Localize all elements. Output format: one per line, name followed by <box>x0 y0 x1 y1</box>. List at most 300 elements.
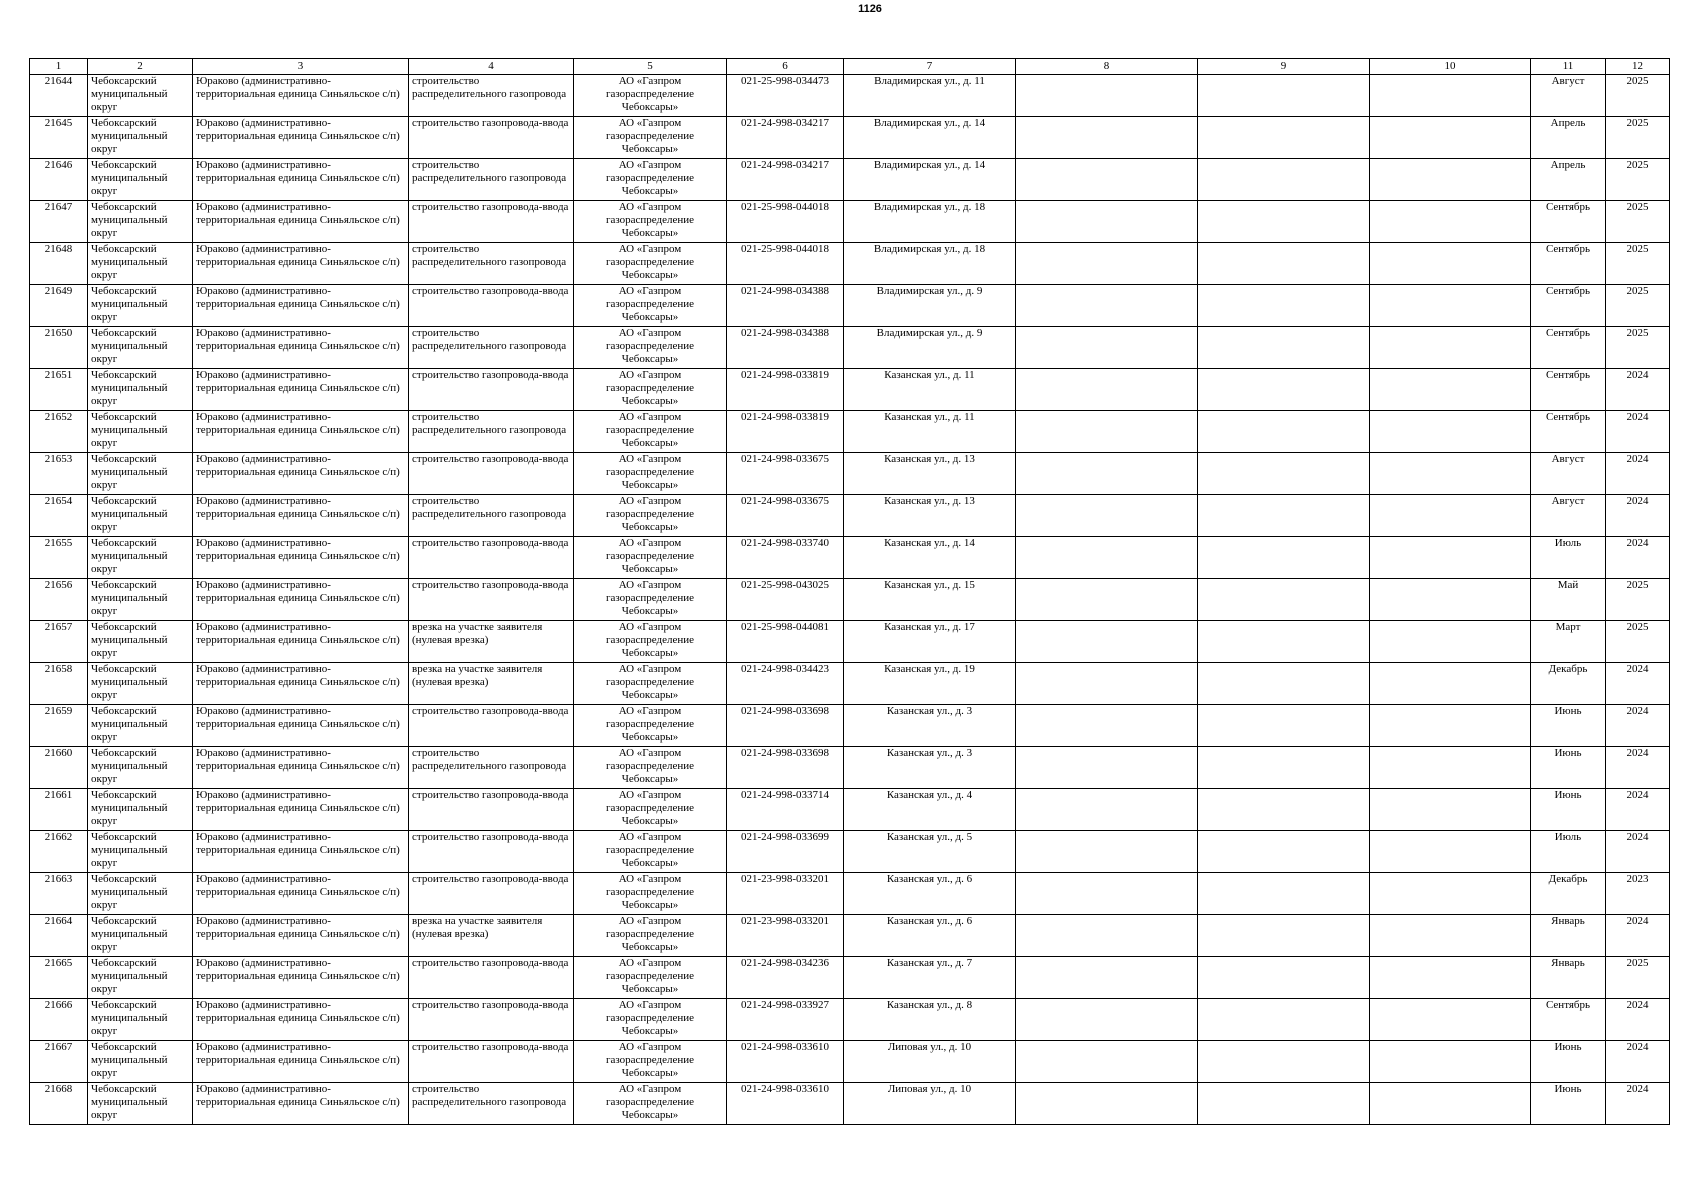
cell-row-number <box>30 369 88 411</box>
cell-row-number <box>30 747 88 789</box>
cell-organization <box>574 663 727 705</box>
cell-month <box>1531 495 1606 537</box>
cell-text: Январь <box>1551 915 1585 927</box>
cell-text: 21650 <box>44 327 73 339</box>
cell-col-8 <box>1016 1041 1198 1083</box>
cell-organization <box>574 999 727 1041</box>
table-row <box>30 117 1670 159</box>
cell-year <box>1606 579 1670 621</box>
cell-year <box>1606 411 1670 453</box>
cell-text: Чебоксарский муниципальный округ <box>91 663 168 701</box>
cell-text: Чебоксарский муниципальный округ <box>91 201 168 239</box>
table-row <box>30 537 1670 579</box>
cell-text: 21657 <box>44 621 73 633</box>
cell-application-number <box>727 621 844 663</box>
cell-row-number <box>30 957 88 999</box>
cell-text: Владимирская ул., д. 11 <box>874 75 985 87</box>
cell-organization <box>574 873 727 915</box>
cell-text: 2024 <box>1626 663 1649 675</box>
cell-text: Июль <box>1554 537 1582 549</box>
cell-text: 021-24-998-033714 <box>741 789 829 801</box>
cell-application-number <box>727 579 844 621</box>
cell-col-8 <box>1016 873 1198 915</box>
cell-application-number <box>727 159 844 201</box>
cell-col-9 <box>1198 411 1370 453</box>
cell-text: Чебоксарский муниципальный округ <box>91 495 168 533</box>
cell-municipality <box>88 159 193 201</box>
cell-text: Казанская ул., д. 5 <box>886 831 973 843</box>
cell-text: 021-23-998-033201 <box>741 915 829 927</box>
cell-text: Казанская ул., д. 11 <box>884 411 975 423</box>
cell-text: 2024 <box>1626 1083 1649 1095</box>
cell-text: АО «Газпром газораспределение Чебоксары» <box>605 537 695 575</box>
cell-application-number <box>727 789 844 831</box>
cell-address <box>844 1041 1016 1083</box>
cell-year <box>1606 915 1670 957</box>
cell-application-number <box>727 285 844 327</box>
cell-text: 2024 <box>1626 789 1649 801</box>
table-row <box>30 621 1670 663</box>
cell-text: 21665 <box>44 957 73 969</box>
cell-text: Казанская ул., д. 6 <box>886 915 973 927</box>
cell-col-8 <box>1016 75 1198 117</box>
cell-text: строительство газопровода-ввода <box>412 831 569 843</box>
cell-text: Юраково (административно-территориальная единица Синьяльское с/п) <box>196 789 400 814</box>
cell-address <box>844 915 1016 957</box>
cell-text: 021-24-998-034388 <box>741 327 829 339</box>
cell-col-8 <box>1016 957 1198 999</box>
cell-application-number <box>727 243 844 285</box>
cell-text: строительство распределительного газопровода <box>412 159 567 184</box>
cell-settlement <box>193 117 409 159</box>
cell-col-8 <box>1016 537 1198 579</box>
cell-text: 021-24-998-033698 <box>741 705 829 717</box>
cell-application-number <box>727 663 844 705</box>
cell-settlement <box>193 957 409 999</box>
cell-col-8 <box>1016 747 1198 789</box>
table-row <box>30 873 1670 915</box>
cell-work-type <box>409 327 574 369</box>
cell-application-number <box>727 369 844 411</box>
cell-col-10 <box>1370 201 1531 243</box>
page-number: 1126 <box>858 3 882 15</box>
cell-row-number <box>30 243 88 285</box>
cell-municipality <box>88 243 193 285</box>
cell-col-9 <box>1198 1041 1370 1083</box>
cell-col-9 <box>1198 369 1370 411</box>
table-row <box>30 957 1670 999</box>
cell-col-9 <box>1198 621 1370 663</box>
cell-municipality <box>88 915 193 957</box>
cell-organization <box>574 495 727 537</box>
table-row <box>30 663 1670 705</box>
cell-year <box>1606 705 1670 747</box>
cell-text: Владимирская ул., д. 14 <box>873 159 986 171</box>
cell-col-10 <box>1370 789 1531 831</box>
cell-col-8 <box>1016 789 1198 831</box>
cell-text: 21652 <box>44 411 73 423</box>
cell-year <box>1606 369 1670 411</box>
cell-organization <box>574 789 727 831</box>
cell-text: 021-24-998-034423 <box>741 663 829 675</box>
cell-text: 2024 <box>1626 831 1649 843</box>
cell-col-9 <box>1198 285 1370 327</box>
cell-col-9 <box>1198 1083 1370 1125</box>
cell-text: Чебоксарский муниципальный округ <box>91 327 168 365</box>
cell-row-number <box>30 873 88 915</box>
column-header-6: 6 <box>727 59 844 75</box>
cell-application-number <box>727 537 844 579</box>
cell-text: Юраково (административно-территориальная единица Синьяльское с/п) <box>196 621 400 646</box>
cell-text: Юраково (административно-территориальная единица Синьяльское с/п) <box>196 537 400 562</box>
cell-text: Август <box>1551 495 1585 507</box>
cell-text: 021-25-998-044018 <box>741 243 829 255</box>
cell-col-8 <box>1016 495 1198 537</box>
cell-text: Казанская ул., д. 4 <box>886 789 973 801</box>
table-row <box>30 999 1670 1041</box>
cell-text: Юраково (административно-территориальная единица Синьяльское с/п) <box>196 1083 400 1108</box>
cell-text: АО «Газпром газораспределение Чебоксары» <box>605 957 695 995</box>
cell-settlement <box>193 159 409 201</box>
cell-col-8 <box>1016 369 1198 411</box>
cell-text: 021-24-998-033740 <box>741 537 829 549</box>
cell-text: Июнь <box>1554 747 1582 759</box>
column-header-12: 12 <box>1606 59 1670 75</box>
cell-col-10 <box>1370 999 1531 1041</box>
cell-col-9 <box>1198 957 1370 999</box>
cell-text: 21646 <box>44 159 73 171</box>
cell-text: АО «Газпром газораспределение Чебоксары» <box>605 117 695 155</box>
cell-settlement <box>193 831 409 873</box>
cell-col-8 <box>1016 243 1198 285</box>
cell-text: Чебоксарский муниципальный округ <box>91 369 168 407</box>
cell-text: 21651 <box>44 369 73 381</box>
cell-text: Июнь <box>1554 705 1582 717</box>
cell-organization <box>574 1041 727 1083</box>
cell-text: Сентябрь <box>1545 243 1591 255</box>
cell-text: Юраково (административно-территориальная единица Синьяльское с/п) <box>196 159 400 184</box>
cell-col-9 <box>1198 705 1370 747</box>
cell-text: Казанская ул., д. 8 <box>886 999 973 1011</box>
cell-municipality <box>88 747 193 789</box>
cell-month <box>1531 1041 1606 1083</box>
cell-municipality <box>88 495 193 537</box>
cell-text: 021-25-998-044081 <box>741 621 829 633</box>
cell-text: Сентябрь <box>1545 411 1591 423</box>
cell-organization <box>574 411 727 453</box>
cell-municipality <box>88 831 193 873</box>
cell-text: Владимирская ул., д. 9 <box>876 285 983 297</box>
cell-settlement <box>193 1041 409 1083</box>
cell-text: АО «Газпром газораспределение Чебоксары» <box>605 915 695 953</box>
cell-month <box>1531 159 1606 201</box>
column-header-11: 11 <box>1531 59 1606 75</box>
cell-text: Юраково (административно-территориальная единица Синьяльское с/п) <box>196 747 400 772</box>
cell-text: Юраково (административно-территориальная единица Синьяльское с/п) <box>196 957 400 982</box>
cell-application-number <box>727 705 844 747</box>
cell-organization <box>574 915 727 957</box>
cell-text: 21661 <box>44 789 73 801</box>
registry-table <box>29 58 1670 1125</box>
cell-month <box>1531 201 1606 243</box>
cell-text: АО «Газпром газораспределение Чебоксары» <box>605 75 695 113</box>
cell-col-9 <box>1198 453 1370 495</box>
cell-application-number <box>727 831 844 873</box>
cell-text: Липовая ул., д. 10 <box>887 1041 972 1053</box>
column-header-3: 3 <box>193 59 409 75</box>
cell-text: 2023 <box>1626 873 1649 885</box>
cell-text: строительство газопровода-ввода <box>412 285 569 297</box>
cell-text: Чебоксарский муниципальный округ <box>91 915 168 953</box>
cell-text: Чебоксарский муниципальный округ <box>91 789 168 827</box>
cell-text: АО «Газпром газораспределение Чебоксары» <box>605 579 695 617</box>
cell-row-number <box>30 579 88 621</box>
cell-month <box>1531 579 1606 621</box>
cell-work-type <box>409 1083 574 1125</box>
cell-text: Казанская ул., д. 13 <box>884 453 975 465</box>
table-row <box>30 579 1670 621</box>
cell-work-type <box>409 705 574 747</box>
cell-municipality <box>88 75 193 117</box>
cell-application-number <box>727 915 844 957</box>
cell-text: Юраково (административно-территориальная единица Синьяльское с/п) <box>196 201 400 226</box>
cell-text: АО «Газпром газораспределение Чебоксары» <box>605 705 695 743</box>
cell-text: Чебоксарский муниципальный округ <box>91 285 168 323</box>
cell-col-8 <box>1016 159 1198 201</box>
cell-text: Юраково (административно-территориальная единица Синьяльское с/п) <box>196 411 400 436</box>
cell-address <box>844 327 1016 369</box>
cell-text: 021-25-998-043025 <box>741 579 829 591</box>
cell-text: Март <box>1555 621 1581 633</box>
cell-col-9 <box>1198 663 1370 705</box>
cell-organization <box>574 285 727 327</box>
cell-text: 21658 <box>44 663 73 675</box>
cell-settlement <box>193 537 409 579</box>
cell-text: Чебоксарский муниципальный округ <box>91 705 168 743</box>
cell-month <box>1531 411 1606 453</box>
cell-col-10 <box>1370 663 1531 705</box>
cell-col-9 <box>1198 999 1370 1041</box>
cell-text: Май <box>1557 579 1579 591</box>
cell-text: строительство распределительного газопровода <box>412 1083 567 1108</box>
cell-text: 2025 <box>1626 579 1649 591</box>
cell-work-type <box>409 873 574 915</box>
cell-municipality <box>88 453 193 495</box>
cell-municipality <box>88 621 193 663</box>
cell-work-type <box>409 285 574 327</box>
column-header-10: 10 <box>1370 59 1531 75</box>
cell-organization <box>574 117 727 159</box>
cell-col-10 <box>1370 1083 1531 1125</box>
cell-col-9 <box>1198 579 1370 621</box>
cell-organization <box>574 243 727 285</box>
cell-text: 021-24-998-033819 <box>741 411 829 423</box>
cell-settlement <box>193 453 409 495</box>
cell-application-number <box>727 327 844 369</box>
cell-col-9 <box>1198 201 1370 243</box>
cell-work-type <box>409 243 574 285</box>
cell-year <box>1606 285 1670 327</box>
cell-settlement <box>193 705 409 747</box>
cell-text: строительство газопровода-ввода <box>412 369 569 381</box>
cell-month <box>1531 327 1606 369</box>
cell-address <box>844 747 1016 789</box>
cell-row-number <box>30 411 88 453</box>
cell-settlement <box>193 75 409 117</box>
cell-settlement <box>193 285 409 327</box>
cell-organization <box>574 75 727 117</box>
cell-address <box>844 789 1016 831</box>
cell-text: 2024 <box>1626 411 1649 423</box>
cell-application-number <box>727 117 844 159</box>
cell-text: АО «Газпром газораспределение Чебоксары» <box>605 999 695 1037</box>
cell-month <box>1531 369 1606 411</box>
cell-settlement <box>193 201 409 243</box>
cell-work-type <box>409 747 574 789</box>
cell-text: АО «Газпром газораспределение Чебоксары» <box>605 789 695 827</box>
cell-application-number <box>727 1041 844 1083</box>
table-row <box>30 789 1670 831</box>
cell-organization <box>574 369 727 411</box>
cell-month <box>1531 285 1606 327</box>
cell-text: Чебоксарский муниципальный округ <box>91 537 168 575</box>
cell-text: 21645 <box>44 117 73 129</box>
cell-organization <box>574 327 727 369</box>
cell-text: Июнь <box>1554 1083 1582 1095</box>
cell-text: 2025 <box>1626 957 1649 969</box>
cell-col-10 <box>1370 747 1531 789</box>
cell-text: Липовая ул., д. 10 <box>887 1083 972 1095</box>
cell-col-10 <box>1370 579 1531 621</box>
cell-text: строительство газопровода-ввода <box>412 957 569 969</box>
table-row <box>30 75 1670 117</box>
cell-month <box>1531 915 1606 957</box>
cell-col-10 <box>1370 873 1531 915</box>
cell-organization <box>574 201 727 243</box>
cell-organization <box>574 957 727 999</box>
cell-work-type <box>409 957 574 999</box>
cell-work-type <box>409 75 574 117</box>
cell-address <box>844 453 1016 495</box>
cell-text: АО «Газпром газораспределение Чебоксары» <box>605 453 695 491</box>
cell-row-number <box>30 663 88 705</box>
cell-text: 21668 <box>44 1083 73 1095</box>
cell-address <box>844 159 1016 201</box>
cell-text: Чебоксарский муниципальный округ <box>91 831 168 869</box>
cell-text: Июль <box>1554 831 1582 843</box>
cell-text: 2024 <box>1626 1041 1649 1053</box>
cell-month <box>1531 957 1606 999</box>
cell-text: строительство газопровода-ввода <box>412 201 569 213</box>
cell-address <box>844 831 1016 873</box>
cell-text: Чебоксарский муниципальный округ <box>91 1083 168 1121</box>
cell-year <box>1606 243 1670 285</box>
cell-year <box>1606 453 1670 495</box>
cell-text: 21666 <box>44 999 73 1011</box>
cell-month <box>1531 453 1606 495</box>
cell-col-8 <box>1016 999 1198 1041</box>
cell-address <box>844 957 1016 999</box>
cell-year <box>1606 831 1670 873</box>
cell-text: строительство газопровода-ввода <box>412 999 569 1011</box>
cell-municipality <box>88 873 193 915</box>
cell-month <box>1531 75 1606 117</box>
cell-text: 2024 <box>1626 705 1649 717</box>
cell-text: АО «Газпром газораспределение Чебоксары» <box>605 1083 695 1121</box>
column-header-2: 2 <box>88 59 193 75</box>
cell-municipality <box>88 285 193 327</box>
cell-text: Январь <box>1551 957 1585 969</box>
cell-municipality <box>88 663 193 705</box>
cell-text: Юраково (административно-территориальная единица Синьяльское с/п) <box>196 495 400 520</box>
table-row <box>30 1083 1670 1125</box>
cell-settlement <box>193 663 409 705</box>
cell-text: Юраково (административно-территориальная единица Синьяльское с/п) <box>196 663 400 688</box>
cell-text: 2025 <box>1626 327 1649 339</box>
cell-col-10 <box>1370 285 1531 327</box>
cell-month <box>1531 621 1606 663</box>
cell-col-10 <box>1370 537 1531 579</box>
cell-text: АО «Газпром газораспределение Чебоксары» <box>605 1041 695 1079</box>
cell-text: АО «Газпром газораспределение Чебоксары» <box>605 201 695 239</box>
cell-col-10 <box>1370 621 1531 663</box>
cell-year <box>1606 159 1670 201</box>
cell-text: Декабрь <box>1548 873 1588 885</box>
cell-text: АО «Газпром газораспределение Чебоксары» <box>605 621 695 659</box>
table-row <box>30 327 1670 369</box>
cell-col-8 <box>1016 411 1198 453</box>
cell-text: 021-24-998-034217 <box>741 159 829 171</box>
cell-work-type <box>409 495 574 537</box>
column-header-8: 8 <box>1016 59 1198 75</box>
cell-text: 2024 <box>1626 369 1649 381</box>
cell-row-number <box>30 999 88 1041</box>
cell-month <box>1531 747 1606 789</box>
cell-row-number <box>30 915 88 957</box>
cell-text: 2024 <box>1626 453 1649 465</box>
cell-settlement <box>193 243 409 285</box>
cell-col-10 <box>1370 915 1531 957</box>
cell-col-10 <box>1370 243 1531 285</box>
cell-text: 21656 <box>44 579 73 591</box>
cell-text: 21662 <box>44 831 73 843</box>
cell-text: Владимирская ул., д. 18 <box>873 201 986 213</box>
cell-col-10 <box>1370 705 1531 747</box>
cell-text: строительство распределительного газопровода <box>412 495 567 520</box>
cell-text: 21660 <box>44 747 73 759</box>
cell-month <box>1531 789 1606 831</box>
cell-text: Чебоксарский муниципальный округ <box>91 1041 168 1079</box>
cell-settlement <box>193 495 409 537</box>
cell-text: 2025 <box>1626 159 1649 171</box>
column-number-row <box>30 59 1670 75</box>
cell-col-10 <box>1370 159 1531 201</box>
table-row <box>30 747 1670 789</box>
cell-settlement <box>193 327 409 369</box>
cell-text: АО «Газпром газораспределение Чебоксары» <box>605 747 695 785</box>
cell-text: Сентябрь <box>1545 285 1591 297</box>
cell-year <box>1606 327 1670 369</box>
cell-address <box>844 621 1016 663</box>
cell-col-10 <box>1370 1041 1531 1083</box>
cell-col-9 <box>1198 831 1370 873</box>
cell-text: 2024 <box>1626 495 1649 507</box>
cell-text: врезка на участке заявителя (нулевая врезка) <box>412 621 543 646</box>
cell-text: 021-23-998-033201 <box>741 873 829 885</box>
cell-text: Юраково (административно-территориальная единица Синьяльское с/п) <box>196 915 400 940</box>
cell-text: строительство газопровода-ввода <box>412 1041 569 1053</box>
cell-col-8 <box>1016 201 1198 243</box>
